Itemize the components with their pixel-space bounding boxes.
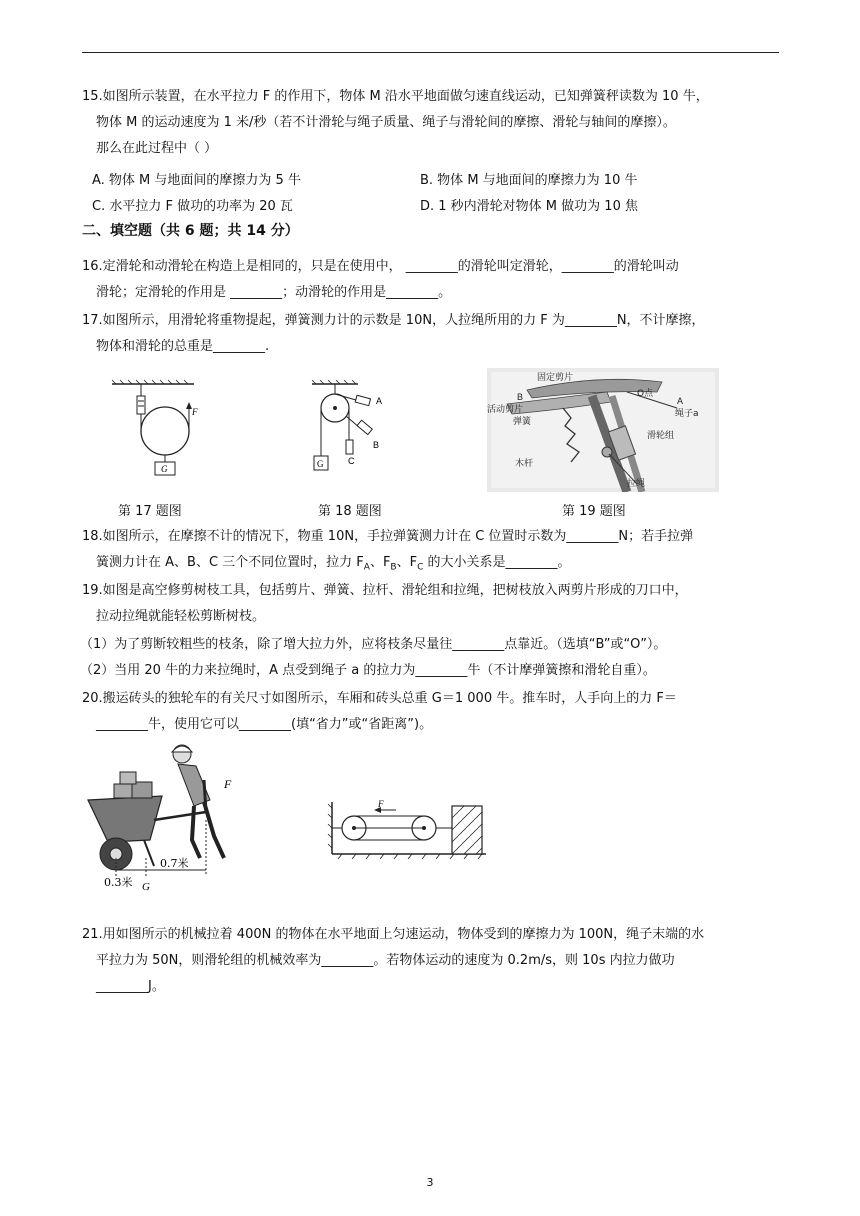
q15-line3: 那么在此过程中（ ）: [96, 141, 218, 156]
q15-option-c: C. 水平拉力 F 做功的功率为 20 瓦: [92, 199, 293, 214]
q20-line1: 20.搬运砖头的独轮车的有关尺寸如图所示，车厢和砖头总重 G＝1 000 牛。推车时，人手向上的力 F＝: [82, 691, 677, 706]
cart-G-label: G: [142, 881, 150, 890]
q18-line2-end: 的大小关系是________。: [423, 555, 571, 570]
figure-17: [108, 378, 208, 478]
cart-F-label: F: [224, 777, 232, 791]
figure-18: [310, 380, 390, 480]
question-21: [82, 922, 782, 1000]
f19-label-9: 拉绳: [627, 479, 646, 489]
wheelbarrow-figure: [84, 740, 244, 890]
caption-18: 第 18 题图: [318, 504, 382, 519]
f19-label-3: A: [677, 396, 684, 406]
f18-A-label: A: [376, 396, 383, 406]
q17-line2: 物体和滑轮的总重是________.: [96, 339, 270, 354]
q18-sub-c: C: [417, 562, 424, 573]
section-heading: 二、填空题（共 6 题；共 14 分）: [82, 223, 299, 239]
q16-line2: 滑轮；定滑轮的作用是 ________；动滑轮的作用是________。: [96, 285, 452, 300]
q19-line1: 19.如图是高空修剪树枝工具，包括剪片、弹簧、拉杆、滑轮组和拉绳，把树枝放入两剪片形成的刀口中，: [82, 583, 688, 598]
f17-G-label: G: [161, 464, 168, 474]
q15-option-b: B. 物体 M 与地面间的摩擦力为 10 牛: [420, 173, 638, 188]
header-rule: [82, 52, 779, 53]
q18-sub-b: B: [390, 562, 397, 573]
f17-F-label: F: [192, 407, 198, 417]
f19-label-5: 弹簧: [513, 417, 532, 427]
f18-C-label: C: [348, 456, 355, 466]
f19-label-8: 木杆: [515, 459, 534, 469]
q19-sub1: （1）为了剪断较粗些的枝条，除了增大拉力外，应将枝条尽量往________点靠近。（选填“B”或“O”）。: [80, 637, 667, 652]
q15-option-a: A. 物体 M 与地面间的摩擦力为 5 牛: [92, 173, 301, 188]
q18-line2-start: 簧测力计在 A、B、C 三个不同位置时，拉力 F: [96, 555, 364, 570]
question-15: [82, 84, 782, 162]
q18-line1: 18.如图所示，在摩擦不计的情况下，物重 10N，手拉弹簧测力计在 C 位置时示数为________N；若手拉弹: [82, 529, 694, 544]
q20-line2: ________牛，使用它可以________(填“省力”或“省距离”)。: [96, 717, 433, 732]
figure-19: [487, 368, 719, 492]
question-18: [82, 524, 782, 581]
f18-G-label: G: [317, 459, 324, 469]
f21-F-label: F: [378, 799, 384, 809]
f19-label-7: 滑轮组: [647, 431, 675, 441]
q18-sep2: 、F: [396, 555, 418, 570]
q16-line1: 16.定滑轮和动滑轮在构造上是相同的，只是在使用中， ________的滑轮叫定滑轮，________的滑轮叫动: [82, 259, 679, 274]
q17-line1: 17.如图所示，用滑轮将重物提起，弹簧测力计的示数是 10N，人拉绳所用的力 F 为________N，不计摩擦，: [82, 313, 705, 328]
q18-line2: [82, 550, 782, 581]
figure-21: [326, 798, 488, 860]
cart-d2-label: 0.7米: [160, 857, 189, 870]
q15-line1: 15.如图所示装置，在水平拉力 F 的作用下，物体 M 沿水平地面做匀速直线运动，已知弹簧秤读数为 10 牛，: [82, 89, 709, 104]
question-20: [82, 686, 782, 738]
caption-17: 第 17 题图: [118, 504, 182, 519]
f19-label-1: B: [517, 392, 524, 402]
page-number: 3: [426, 1176, 434, 1189]
q21-line3: ________J。: [96, 979, 165, 994]
q15-option-d: D. 1 秒内滑轮对物体 M 做功为 10 焦: [420, 199, 638, 214]
f18-B-label: B: [373, 440, 380, 450]
q18-sep1: 、F: [369, 555, 391, 570]
q21-line1: 21.用如图所示的机械拉着 400N 的物体在水平地面上匀速运动，物体受到的摩擦力为 100N，绳子末端的水: [82, 927, 705, 942]
f19-label-6: 绳子a: [675, 409, 699, 419]
question-17: [82, 308, 782, 360]
q18-sub-a: A: [363, 562, 370, 573]
cart-d1-label: 0.3米: [104, 876, 133, 889]
q15-line2: 物体 M 的运动速度为 1 米/秒（若不计滑轮与绳子质量、绳子与滑轮间的摩擦、滑轮与轴间的摩擦）。: [96, 115, 676, 130]
question-19: [82, 578, 782, 630]
caption-19: 第 19 题图: [562, 504, 626, 519]
f19-label-2: O点: [637, 389, 654, 399]
f19-label-0: 固定剪片: [537, 373, 574, 383]
q19-sub2: （2）当用 20 牛的力来拉绳时，A 点受到绳子 a 的拉力为________牛（不计摩弹簧擦和滑轮自重）。: [80, 663, 656, 678]
q21-line2: 平拉力为 50N，则滑轮组的机械效率为________。若物体运动的速度为 0.2m/s，则 10s 内拉力做功: [96, 953, 675, 968]
q19-line2: 拉动拉绳就能轻松剪断树枝。: [96, 609, 266, 624]
f19-label-4: 活动剪片: [487, 405, 524, 415]
question-16: [82, 254, 782, 306]
